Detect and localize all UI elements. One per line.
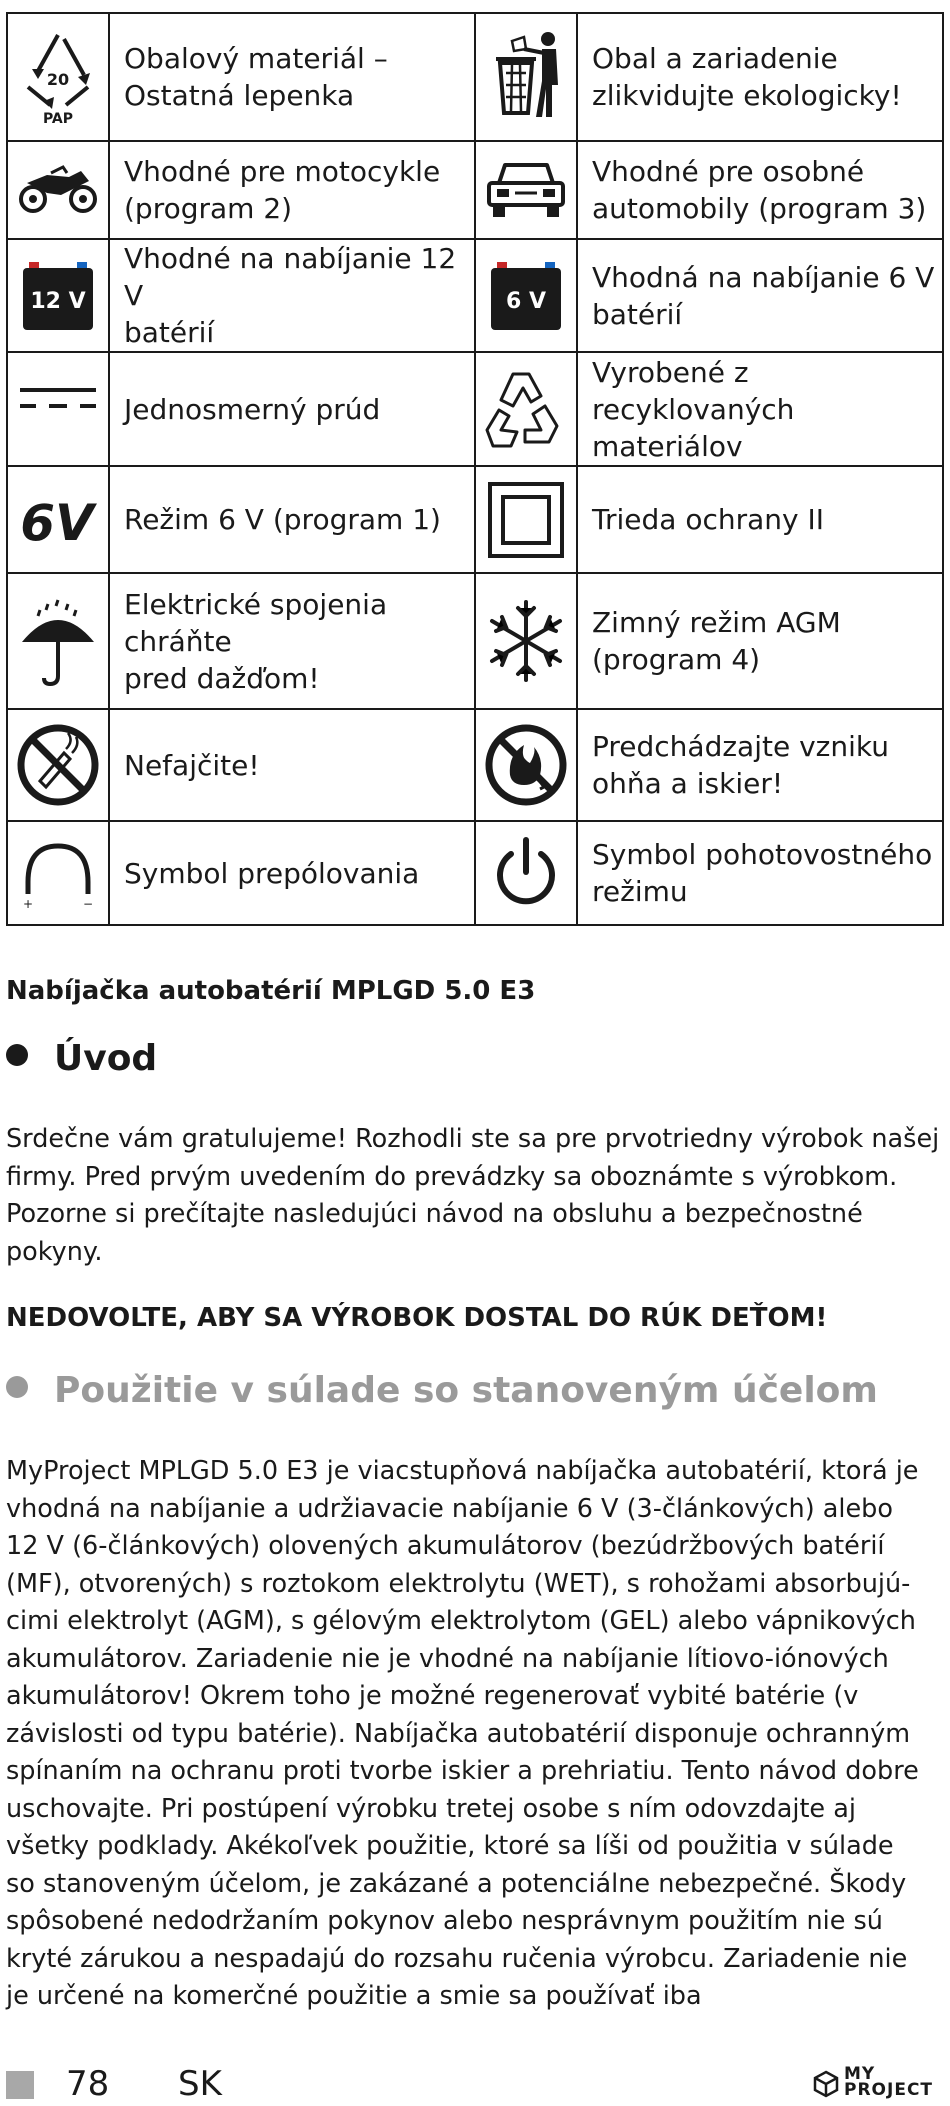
section-heading-text: Úvod [54, 1038, 158, 1079]
no-smoking-icon [7, 709, 109, 821]
symbol-description: Vhodné na nabíjanie 12 V batérií [109, 239, 475, 352]
bullet-icon [6, 1044, 28, 1066]
child-warning: NEDOVOLTE, ABY SA VÝROBOK DOSTAL DO RÚK DEŤOM! [6, 1303, 828, 1333]
intended-use-paragraph: MyProject MPLGD 5.0 E3 je viacstupňová nabíjačka autobatérií, ktorá je vhodná na nabíjanie a udržiavacie nabíjanie 6 V (3-článkových) alebo 12 V (6-článkových) olovených akumulátorov (bezúdržbových batérií (MF), otvorených) s roztokom elektrolytu (WET), s rohožami absorbujú- cimi elektrolyt (AGM), s gélovým elektrolytom (GEL) alebo vápnikových akumulátorov. Zariadenie nie je vhodné na nabíjanie lítiovo-iónových akumulátorov! Okrem toho je možné regenerovať vybité batérie (v závislosti od typu batérie). Nabíjačka autobatérií disponuje ochranným spínaním na ochranu proti tvorbe iskier a prehriatiu. Tento návod dobre uschovajte. Pri postúpení výrobku tretej osobe s ním odovzdajte aj všetky podklady. Akékoľvek použitie, ktoré sa líši od použitia v súlade so stanoveným účelom, je zakázané a potenciálne nebezpečné. Škody spôsobené nedodržaním pokynov alebo nesprávnym použitím nie sú kryté zárukou a nespadajú do rozsahu ručenia výrobcu. Zariadenie nie je určené na komerčné použitie a smie sa používať iba [6, 1456, 919, 2011]
symbol-row [7, 13, 943, 141]
mode-label: 6V [20, 493, 94, 550]
page-marker [6, 2071, 34, 2099]
symbol-description: Jednosmerný prúd [109, 352, 475, 466]
snowflake-icon [475, 573, 577, 709]
symbol-description: Obalový materiál – Ostatná lepenka [109, 13, 475, 141]
symbol-row [7, 141, 943, 239]
dispose-ecologically-icon [475, 13, 577, 141]
recycling-code-number: 20 [46, 70, 70, 89]
recycling-code-20-pap-icon [7, 13, 109, 141]
standby-power-icon [475, 821, 577, 925]
protection-class-2-icon [475, 466, 577, 573]
symbol-row [7, 709, 943, 821]
symbols-table [6, 12, 944, 926]
symbol-description: Vhodné pre motocykle (program 2) [109, 141, 475, 239]
section-heading-text: Použitie v súlade so stanoveným účelom [54, 1370, 878, 1411]
no-fire-icon [475, 709, 577, 821]
symbol-description: Symbol prepólovania [109, 821, 475, 925]
mode-6v-icon [7, 466, 109, 573]
symbol-description: Vhodné pre osobné automobily (program 3) [577, 141, 943, 239]
intro-paragraph: Srdečne vám gratulujeme! Rozhodli ste sa pre prvotriedny výrobok našej firmy. Pred prvým uvedením do prevádzky sa oboznámte s výrobkom. Pozorne si prečítajte nasledujúci návod na obsluhu a bezpečnostné pokyny. [6, 1124, 940, 1267]
car-icon [475, 141, 577, 239]
battery-voltage-label: 6 V [506, 288, 546, 314]
language-code: SK [178, 2064, 222, 2104]
svg-text:+: + [22, 897, 34, 908]
section-heading-intro [6, 1038, 157, 1079]
symbol-description: Predchádzajte vzniku ohňa a iskier! [577, 709, 943, 821]
brand-logo: MY PROJECT [812, 2068, 944, 2100]
symbol-row [7, 466, 943, 573]
symbol-description: Zimný režim AGM (program 4) [577, 573, 943, 709]
symbol-description: Vhodná na nabíjanie 6 V batérií [577, 239, 943, 352]
symbol-description: Nefajčite! [109, 709, 475, 821]
brand-cube-icon [812, 2070, 840, 2098]
svg-text:−: − [82, 897, 94, 908]
product-heading: Nabíjačka autobatérií MPLGD 5.0 E3 [6, 976, 536, 1006]
direct-current-icon [7, 352, 109, 466]
symbol-description: Elektrické spojenia chráňte pred dažďom! [109, 573, 475, 709]
page-number: 78 [66, 2064, 110, 2104]
battery-12v-icon [7, 239, 109, 352]
symbol-description: Trieda ochrany II [577, 466, 943, 573]
umbrella-rain-icon [7, 573, 109, 709]
reverse-polarity-icon [7, 821, 109, 925]
symbol-description: Obal a zariadenie zlikvidujte ekologicky! [577, 13, 943, 141]
recycling-code-label: PAP [42, 111, 74, 125]
section-heading-intended-use [6, 1370, 878, 1411]
symbol-description: Symbol pohotovostného režimu [577, 821, 943, 925]
symbol-row [7, 821, 943, 925]
bullet-icon [6, 1376, 28, 1398]
symbol-description: Režim 6 V (program 1) [109, 466, 475, 573]
symbol-row [7, 239, 943, 352]
recycled-materials-icon [475, 352, 577, 466]
symbol-row [7, 573, 943, 709]
symbol-description: Vyrobené z recyklovaných materiálov [577, 352, 943, 466]
motorcycle-icon [7, 141, 109, 239]
battery-6v-icon [475, 239, 577, 352]
symbol-row [7, 352, 943, 466]
battery-voltage-label: 12 V [30, 288, 86, 314]
